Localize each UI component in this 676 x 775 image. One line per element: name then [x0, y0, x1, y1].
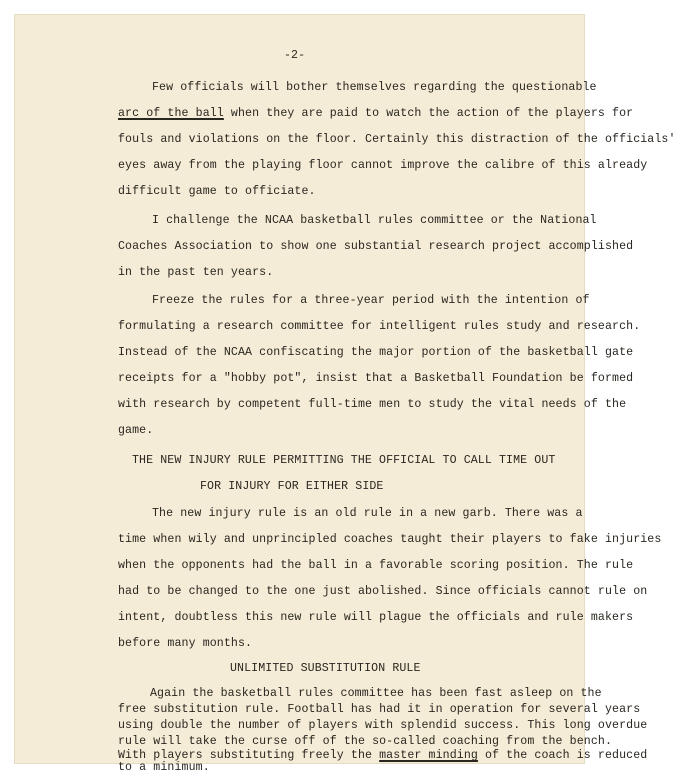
paragraph-1-line-2 — [118, 108, 633, 120]
paragraph-1-line-2-rest: when they are paid to watch the action of the players for — [223, 107, 634, 120]
paragraph-4-line-1: The new injury rule is an old rule in a new garb. There was a — [152, 507, 583, 520]
underlined-phrase-master-minding: master minding — [379, 749, 478, 762]
paragraph-3-line-3: Instead of the NCAA confiscating the major portion of the basketball gate — [118, 346, 634, 359]
paragraph-2-line-1: I challenge the NCAA basketball rules committee or the National — [152, 214, 597, 227]
page-number: -2- — [284, 49, 306, 62]
paragraph-1-line-3: fouls and violations on the floor. Certainly this distraction of the officials' — [118, 133, 676, 146]
paragraph-3-line-2: formulating a research committee for intelligent rules study and research. — [118, 320, 641, 333]
paragraph-5-line-5 — [118, 750, 647, 762]
paragraph-5-line-1: Again the basketball rules committee has been fast asleep on the — [150, 687, 602, 700]
paragraph-5-line-6: to a minimum. — [118, 761, 210, 774]
underlined-phrase: arc of the ball — [118, 107, 224, 120]
paragraph-4-line-5: intent, doubtless this new rule will plague the officials and rule makers — [118, 611, 634, 624]
paragraph-3-line-6: game. — [118, 424, 154, 437]
section-heading-substitution-rule: UNLIMITED SUBSTITUTION RULE — [230, 662, 421, 675]
paragraph-1-line-5: difficult game to officiate. — [118, 185, 316, 198]
paragraph-3-line-4: receipts for a "hobby pot", insist that a Basketball Foundation be formed — [118, 372, 634, 385]
paragraph-5-line-5-start: With players substituting freely the — [118, 749, 380, 762]
section-heading-injury-rule-line-2: FOR INJURY FOR EITHER SIDE — [200, 480, 384, 493]
paragraph-5-line-5-end: of the coach is reduced — [477, 749, 648, 762]
paragraph-5-line-4: rule will take the curse off of the so-called coaching from the bench. — [118, 735, 613, 748]
typed-page — [14, 14, 585, 764]
paragraph-1-line-1: Few officials will bother themselves regarding the questionable — [152, 81, 597, 94]
paragraph-4-line-2: time when wily and unprincipled coaches taught their players to fake injuries — [118, 533, 662, 546]
paragraph-3-line-1: Freeze the rules for a three-year period with the intention of — [152, 294, 590, 307]
paragraph-4-line-3: when the opponents had the ball in a favorable scoring position. The rule — [118, 559, 634, 572]
paragraph-3-line-5: with research by competent full-time men to study the vital needs of the — [118, 398, 627, 411]
paragraph-2-line-2: Coaches Association to show one substantial research project accomplished — [118, 240, 634, 253]
paragraph-2-line-3: in the past ten years. — [118, 266, 274, 279]
paragraph-4-line-6: before many months. — [118, 637, 253, 650]
section-heading-injury-rule: THE NEW INJURY RULE PERMITTING THE OFFICIAL TO CALL TIME OUT — [132, 454, 556, 467]
paragraph-1-line-4: eyes away from the playing floor cannot improve the calibre of this already — [118, 159, 648, 172]
paragraph-5-line-3: using double the number of players with splendid success. This long overdue — [118, 719, 648, 732]
paragraph-5-line-2: free substitution rule. Football has had it in operation for several years — [118, 703, 641, 716]
paragraph-4-line-4: had to be changed to the one just abolished. Since officials cannot rule on — [118, 585, 648, 598]
